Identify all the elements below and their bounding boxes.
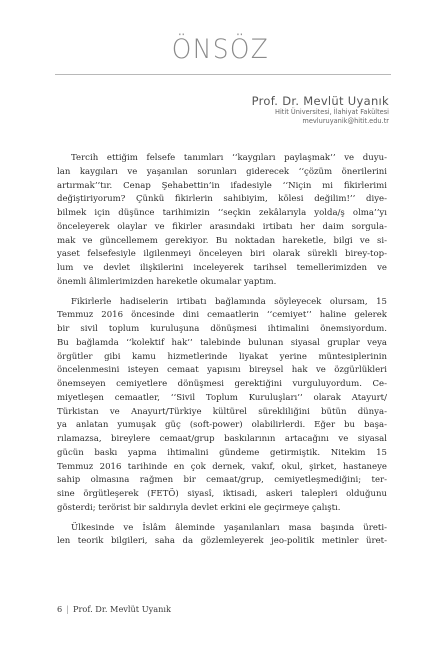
footer-separator: | <box>66 604 69 614</box>
text-line: Temmuz 2016 öncesinde dini cemaatlerin ‘‘cemiyet’’ haline gelerek <box>57 310 387 321</box>
text-line: rılamazsa, bireylere cemaat/grup baskılarının artacağını ve siyasal <box>57 434 387 444</box>
text-line: önemseyen cemiyetlere dönüşmesi gerektiğini vurguluyordum. Ce- <box>57 379 387 389</box>
text-line: len teorik bilgileri, saha da gözlemleyerek jeo-politik metinler üret- <box>57 536 387 547</box>
text-line: miyetleşen cemaatler, ‘‘Sivil Toplum Kuruluşları’’ olarak Atayurt/ <box>57 392 387 403</box>
author-block <box>252 94 389 125</box>
page-number: 6 <box>57 604 63 614</box>
text-line: öncelenmesini isteyen cemaat yapısını bireysel hak ve özgürlükleri <box>57 365 387 376</box>
text-line: bir sivil toplum kuruluşuna dönüşmesi ihtimalini önemsiyordum. <box>57 324 387 334</box>
paragraph <box>57 296 387 516</box>
text-line: değiştiriyorum? Çünkü fikirlerin sahibiyim, kölesi değilim!’’ diye- <box>57 194 387 205</box>
text-line: gösterdi; terörist bir saldırıyla devlet erkini ele geçirmeye çalıştı. <box>57 502 341 513</box>
page-footer <box>57 604 171 614</box>
text-line: Bu bağlamda ‘‘kolektif hak’’ talebinde bulunan siyasal gruplar veya <box>57 337 387 348</box>
text-line: önceleyerek olaylar ve fikirler arasındaki irtibatı her daim sorgula- <box>57 221 387 232</box>
text-line: gücün baskı yapma ihtimalini gündeme getirmiştik. Nitekim 15 <box>57 447 387 458</box>
text-line: ya anlatan yumuşak güç (soft-power) olabilirlerdi. Eğer bu başa- <box>57 420 387 431</box>
text-line: Ülkesinde ve İslâm âleminde yaşanılanları masa başında üreti- <box>71 522 387 533</box>
text-line: bilmek için düşünce tarihimizin ‘‘seçkin zekâlarıyla yolda/ş olma’’yı <box>57 208 387 218</box>
text-line: lan kaygıları ve yaşanılan sorunları giderecek ‘‘çözüm önerilerini <box>57 166 387 177</box>
body-text <box>57 152 387 555</box>
text-line: Türkistan ve Anayurt/Türkiye kültürel sürekliliğini bütün dünya- <box>57 406 387 417</box>
text-line: lum ve devlet ilişkilerini inceleyerek tarihsel temellerimizden ve <box>57 263 387 273</box>
paragraph <box>57 522 387 550</box>
author-name: Prof. Dr. Mevlüt Uyanık <box>251 94 389 108</box>
footer-author: Prof. Dr. Mevlüt Uyanık <box>72 604 171 614</box>
text-line: örgütler gibi kamu hizmetlerinde liyakat yerine müntesiplerinin <box>57 351 387 362</box>
section-title: ÖNSÖZ <box>171 34 270 65</box>
author-affiliation: Hitit Üniversitesi, İlahiyat Fakültesi <box>275 108 389 116</box>
title-divider <box>55 74 391 75</box>
author-email: mevluruyanik@hitit.edu.tr <box>302 116 389 125</box>
text-line: artırmak’’tır. Cenap Şehabettin’in ifadesiyle ‘‘Niçin mi fikirlerimi <box>57 180 387 191</box>
text-line: Fikirlerle hadiselerin irtibatı bağlamında söyleyecek olursam, 15 <box>71 296 387 307</box>
text-line: önemli âlimlerimizden hareketle okumalar yaptım. <box>57 276 277 287</box>
text-line: Temmuz 2016 tarihinde en çok dernek, vakıf, okul, şirket, hastaneye <box>57 461 387 472</box>
text-line: yaset felsefesiyle ilgilenmeyi önceleyen biri olarak sürekli birey-top- <box>57 249 387 260</box>
paragraph <box>57 152 387 290</box>
text-line: mak ve güncellemem gerekiyor. Bu noktadan hareketle, bilgi ve si- <box>57 235 387 246</box>
text-line: sahip olmasına rağmen bir cemaat/grup, cemiyetleşmediğini; ter- <box>57 475 387 486</box>
text-line: sine örgütleşerek (FETÖ) siyasî, iktisadi, askeri talepleri olduğunu <box>57 489 387 499</box>
text-line: Tercih ettiğim felsefe tanımları ‘‘kaygıları paylaşmak’’ ve duyu- <box>71 153 387 163</box>
